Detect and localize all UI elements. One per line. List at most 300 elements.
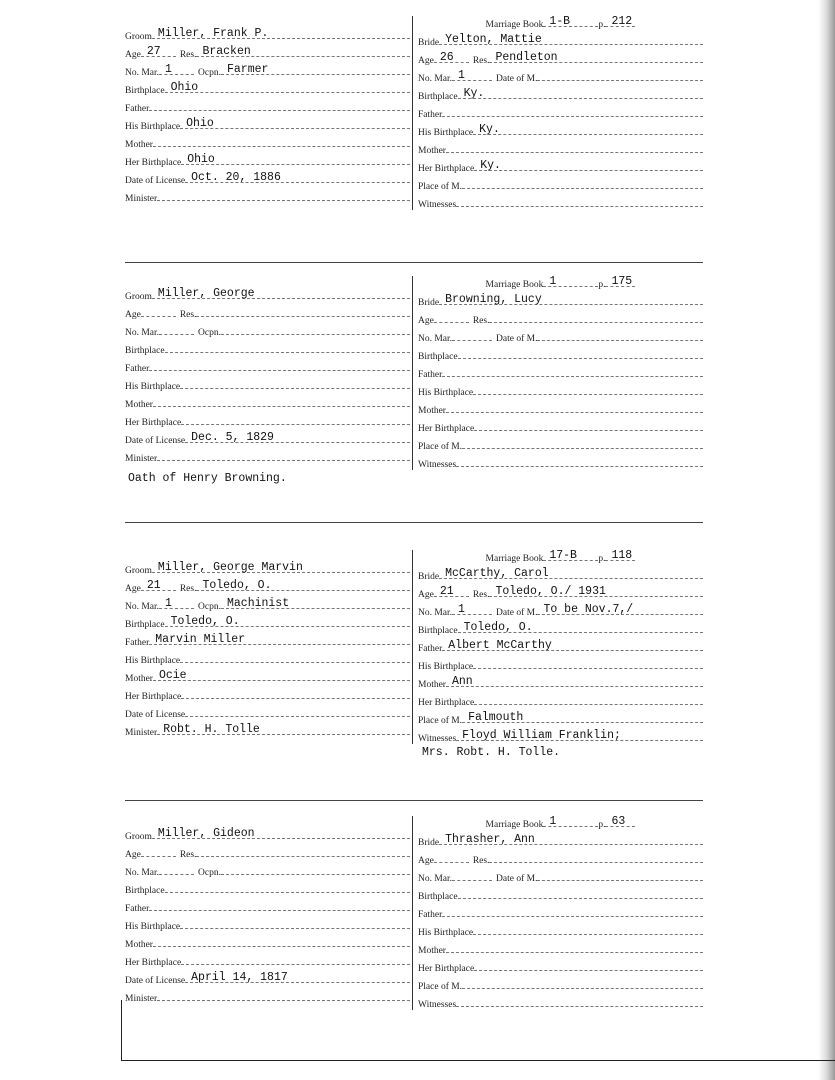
field-value-line bbox=[462, 434, 703, 449]
field-label: Place of M. bbox=[418, 716, 463, 726]
field-value: Albert McCarthy bbox=[448, 639, 552, 652]
field-value-line bbox=[458, 618, 703, 633]
book-label: Marriage Book bbox=[485, 820, 544, 830]
card-separator bbox=[125, 262, 703, 263]
form-field bbox=[418, 830, 703, 848]
card-separator bbox=[125, 522, 703, 523]
field-value: Ohio bbox=[170, 81, 199, 94]
form-field bbox=[125, 950, 410, 968]
field-value-line bbox=[489, 848, 703, 863]
field-label: Witnesses bbox=[418, 460, 457, 470]
form-field bbox=[418, 564, 703, 582]
field-label: Her Birthplace bbox=[125, 158, 182, 168]
field-value-line bbox=[196, 842, 410, 857]
field-value-line bbox=[452, 66, 492, 81]
field-label: Res. bbox=[179, 310, 197, 320]
field-label: Groom bbox=[125, 832, 152, 842]
bride-section bbox=[418, 812, 703, 1010]
form-field bbox=[125, 896, 410, 914]
field-value-line bbox=[149, 96, 410, 111]
field-value: Ky. bbox=[463, 87, 485, 100]
field-value: Bracken bbox=[202, 45, 251, 58]
page-label: p. bbox=[598, 554, 606, 564]
form-field bbox=[125, 986, 410, 1004]
field-value-line bbox=[159, 860, 194, 875]
field-value: Toledo, O. bbox=[170, 615, 240, 628]
field-value-line bbox=[153, 392, 410, 407]
form-field bbox=[125, 842, 410, 860]
field-value-line bbox=[489, 308, 703, 323]
form-field bbox=[125, 666, 410, 684]
field-label: His Birthplace bbox=[418, 128, 474, 138]
field-value-line bbox=[452, 866, 492, 881]
field-label: His Birthplace bbox=[125, 656, 181, 666]
field-value-line bbox=[434, 308, 469, 323]
field-label: Date of M. bbox=[496, 874, 538, 884]
field-value-line bbox=[458, 344, 703, 359]
page-number: 118 bbox=[611, 549, 633, 562]
field-value-line bbox=[446, 672, 703, 687]
field-value-line bbox=[452, 600, 492, 615]
field-value-line bbox=[221, 594, 410, 609]
field-value-line bbox=[153, 132, 410, 147]
field-label: Res. bbox=[179, 850, 197, 860]
field-value-line bbox=[152, 284, 410, 299]
field-label: No. Mar. bbox=[418, 608, 453, 618]
book-number: 1 bbox=[549, 815, 557, 828]
card-separator bbox=[125, 800, 703, 801]
field-label: Ocpn. bbox=[198, 602, 221, 612]
field-label: Place of M. bbox=[418, 982, 463, 992]
book-label: Marriage Book bbox=[485, 554, 544, 564]
field-label: Age bbox=[125, 50, 141, 60]
field-value: Ocie bbox=[158, 669, 187, 682]
field-value-line bbox=[159, 60, 194, 75]
field-value: Ky. bbox=[480, 159, 501, 172]
form-field bbox=[418, 362, 703, 380]
form-field bbox=[125, 914, 410, 932]
form-field bbox=[418, 308, 703, 326]
field-value-line bbox=[537, 66, 703, 81]
field-value: 1 bbox=[458, 603, 465, 616]
form-field bbox=[125, 648, 410, 666]
column-divider bbox=[412, 16, 413, 210]
form-field bbox=[125, 356, 410, 374]
field-value-line bbox=[180, 914, 410, 929]
field-value: Oct. 20, 1886 bbox=[191, 171, 281, 184]
field-value: Ohio bbox=[186, 117, 214, 130]
form-field bbox=[125, 410, 410, 428]
form-field bbox=[125, 114, 410, 132]
field-value: Pendleton bbox=[495, 51, 558, 64]
form-field bbox=[125, 284, 410, 302]
form-field bbox=[125, 374, 410, 392]
form-field bbox=[125, 338, 410, 356]
field-label: Res. bbox=[179, 584, 197, 594]
form-field bbox=[418, 690, 703, 708]
book-label: Marriage Book bbox=[485, 280, 544, 290]
form-field bbox=[418, 848, 703, 866]
bride-section bbox=[418, 12, 703, 210]
field-value-line bbox=[473, 920, 703, 935]
page-border-bottom bbox=[121, 1060, 835, 1061]
field-value: McCarthy, Carol bbox=[445, 567, 549, 580]
field-value-line bbox=[165, 878, 410, 893]
field-label: Her Birthplace bbox=[418, 424, 475, 434]
field-value: Thrasher, Ann bbox=[445, 833, 535, 846]
field-label: Father bbox=[418, 644, 443, 654]
field-label: Age bbox=[125, 584, 141, 594]
field-value: Miller, George bbox=[157, 287, 255, 300]
field-value-line bbox=[462, 708, 703, 723]
field-label: Mother bbox=[125, 400, 153, 410]
field-value-line bbox=[141, 576, 176, 591]
page-number-line bbox=[605, 272, 635, 287]
field-label: Date of License bbox=[125, 710, 186, 720]
field-label: Groom bbox=[125, 32, 152, 42]
field-label: Mother bbox=[418, 946, 446, 956]
field-label: Age bbox=[125, 310, 141, 320]
form-field bbox=[125, 446, 410, 464]
form-field bbox=[125, 630, 410, 648]
book-number-line bbox=[543, 812, 598, 827]
field-value-line bbox=[434, 48, 469, 63]
field-label: Place of M. bbox=[418, 182, 463, 192]
field-label: His Birthplace bbox=[418, 388, 474, 398]
field-value-line bbox=[149, 896, 410, 911]
form-field bbox=[418, 866, 703, 884]
field-label: Age bbox=[125, 850, 141, 860]
field-value-line bbox=[452, 326, 492, 341]
form-field bbox=[418, 380, 703, 398]
field-value-line bbox=[462, 174, 703, 189]
field-value-line bbox=[537, 600, 703, 615]
field-label: Mother bbox=[125, 674, 153, 684]
field-value-line bbox=[180, 114, 410, 129]
field-label: Birthplace bbox=[418, 352, 458, 362]
field-label: Date of M. bbox=[496, 74, 538, 84]
form-field bbox=[125, 186, 410, 204]
page-number-line bbox=[605, 546, 635, 561]
field-value-line bbox=[474, 416, 703, 431]
field-label: Place of M. bbox=[418, 442, 463, 452]
field-label: Bride bbox=[418, 38, 440, 48]
field-value-line bbox=[196, 302, 410, 317]
form-field bbox=[125, 132, 410, 150]
field-label: Father bbox=[418, 110, 443, 120]
field-label: Her Birthplace bbox=[125, 418, 182, 428]
form-field bbox=[418, 192, 703, 210]
form-field bbox=[125, 42, 410, 60]
form-field bbox=[125, 60, 410, 78]
field-value: Miller, Gideon bbox=[157, 827, 255, 840]
page-number: 212 bbox=[611, 15, 633, 28]
field-value-line bbox=[157, 186, 410, 201]
field-label: Father bbox=[125, 638, 150, 648]
form-field bbox=[418, 344, 703, 362]
field-value: Toledo, O. bbox=[202, 579, 272, 592]
field-value-line bbox=[185, 428, 410, 443]
field-value-line bbox=[181, 684, 410, 699]
field-value-line bbox=[537, 866, 703, 881]
form-field bbox=[418, 452, 703, 470]
field-label: Father bbox=[418, 910, 443, 920]
field-value-line bbox=[196, 42, 410, 57]
form-field bbox=[125, 824, 410, 842]
page-number: 175 bbox=[611, 275, 633, 288]
field-label: No. Mar. bbox=[418, 334, 453, 344]
field-value-line bbox=[180, 374, 410, 389]
field-label: Age bbox=[418, 316, 434, 326]
field-value-line bbox=[221, 320, 410, 335]
book-number-line bbox=[543, 272, 598, 287]
page-label: p. bbox=[598, 820, 606, 830]
field-label: No. Mar. bbox=[418, 874, 453, 884]
field-value-line bbox=[153, 666, 410, 681]
field-value: Miller, George Marvin bbox=[157, 561, 303, 574]
scanner-edge bbox=[725, 0, 835, 1080]
field-value-line bbox=[153, 932, 410, 947]
field-value: 21 bbox=[439, 585, 454, 598]
field-value-line bbox=[537, 326, 703, 341]
form-field bbox=[418, 48, 703, 66]
field-label: Birthplace bbox=[418, 892, 458, 902]
book-label: Marriage Book bbox=[485, 20, 544, 30]
form-field bbox=[125, 576, 410, 594]
field-value-line bbox=[439, 564, 703, 579]
field-label: Mother bbox=[125, 140, 153, 150]
book-number-line bbox=[543, 12, 598, 27]
field-label: His Birthplace bbox=[125, 382, 181, 392]
field-value-line bbox=[474, 956, 703, 971]
form-field bbox=[418, 156, 703, 174]
field-value-line bbox=[456, 726, 703, 741]
field-value: Miller, Frank P. bbox=[157, 27, 269, 40]
field-value-line bbox=[442, 636, 703, 651]
page-border-left bbox=[121, 1000, 122, 1060]
field-label: Minister bbox=[125, 454, 158, 464]
marriage-book-reference bbox=[418, 546, 703, 564]
field-label: Birthplace bbox=[418, 626, 458, 636]
field-label: Her Birthplace bbox=[418, 964, 475, 974]
field-label: Ocpn. bbox=[198, 328, 221, 338]
field-label: No. Mar. bbox=[418, 74, 453, 84]
form-field bbox=[418, 326, 703, 344]
form-field bbox=[125, 702, 410, 720]
form-field bbox=[125, 612, 410, 630]
form-field bbox=[418, 66, 703, 84]
field-value-line bbox=[141, 302, 176, 317]
field-value: Robt. H. Tolle bbox=[163, 723, 260, 736]
book-number-line bbox=[543, 546, 598, 561]
form-field bbox=[125, 558, 410, 576]
form-field bbox=[125, 594, 410, 612]
form-field bbox=[418, 290, 703, 308]
field-value-line bbox=[221, 860, 410, 875]
field-value-line bbox=[159, 320, 194, 335]
field-label: Mother bbox=[418, 680, 446, 690]
field-label: Father bbox=[125, 104, 150, 114]
field-value-line bbox=[157, 986, 410, 1001]
field-value: Toledo, O. bbox=[463, 621, 533, 634]
field-value: Falmouth bbox=[468, 711, 524, 724]
field-label: Mother bbox=[418, 406, 446, 416]
form-field bbox=[125, 392, 410, 410]
form-field bbox=[418, 956, 703, 974]
field-label: No. Mar. bbox=[125, 328, 160, 338]
field-label: Bride bbox=[418, 572, 440, 582]
field-value-line bbox=[458, 84, 703, 99]
form-field bbox=[125, 860, 410, 878]
groom-section bbox=[125, 824, 410, 1004]
field-value: Floyd William Franklin; bbox=[462, 729, 621, 742]
field-value-line bbox=[152, 24, 410, 39]
field-value-line bbox=[473, 120, 703, 135]
field-label: Birthplace bbox=[418, 92, 458, 102]
field-value-line bbox=[458, 884, 703, 899]
field-value: 21 bbox=[146, 579, 161, 592]
field-value-line bbox=[157, 720, 410, 735]
page-number: 63 bbox=[611, 815, 626, 828]
field-value-line bbox=[185, 968, 410, 983]
field-label: Date of License bbox=[125, 436, 186, 446]
field-label: Res. bbox=[472, 56, 490, 66]
form-field bbox=[418, 84, 703, 102]
field-value-line bbox=[181, 410, 410, 425]
form-field bbox=[125, 302, 410, 320]
field-label: Bride bbox=[418, 838, 440, 848]
field-value: Ohio bbox=[187, 153, 215, 166]
field-label: Res. bbox=[179, 50, 197, 60]
field-label: No. Mar. bbox=[125, 602, 160, 612]
field-value: Dec. 5, 1829 bbox=[191, 431, 274, 444]
field-label: Ocpn. bbox=[198, 868, 221, 878]
field-value-line bbox=[489, 582, 703, 597]
form-field bbox=[418, 600, 703, 618]
field-value: 1 bbox=[165, 63, 172, 76]
field-value-line bbox=[185, 702, 410, 717]
field-label: Minister bbox=[125, 994, 158, 1004]
marriage-book-reference bbox=[418, 272, 703, 290]
field-value-line bbox=[442, 902, 703, 917]
field-value-line bbox=[489, 48, 703, 63]
field-value-line bbox=[442, 102, 703, 117]
field-value-line bbox=[141, 42, 176, 57]
field-value: Farmer bbox=[227, 63, 269, 76]
field-value: Ann bbox=[451, 675, 473, 688]
book-number: 1-B bbox=[549, 15, 571, 28]
form-field bbox=[418, 138, 703, 156]
field-value-line bbox=[434, 848, 469, 863]
form-field bbox=[418, 992, 703, 1010]
field-value: Marvin Miller bbox=[155, 633, 245, 646]
form-field bbox=[125, 320, 410, 338]
field-value: April 14, 1817 bbox=[191, 971, 288, 984]
field-value: To be Nov.7,/ bbox=[543, 603, 634, 616]
field-label: Res. bbox=[472, 590, 490, 600]
column-divider bbox=[412, 816, 413, 1010]
field-label: Her Birthplace bbox=[125, 958, 182, 968]
form-field bbox=[418, 398, 703, 416]
form-field bbox=[418, 618, 703, 636]
field-value-line bbox=[149, 356, 410, 371]
field-label: Birthplace bbox=[125, 620, 165, 630]
field-value-line bbox=[473, 654, 703, 669]
field-value: 26 bbox=[439, 51, 454, 64]
field-label: Witnesses bbox=[418, 734, 457, 744]
field-value-line bbox=[181, 950, 410, 965]
field-value: Machinist bbox=[227, 597, 290, 610]
handwritten-note: Mrs. Robt. H. Tolle. bbox=[422, 746, 561, 759]
field-label: Bride bbox=[418, 298, 440, 308]
field-label: Mother bbox=[125, 940, 153, 950]
form-field bbox=[418, 884, 703, 902]
field-value-line bbox=[439, 30, 703, 45]
form-field bbox=[418, 974, 703, 992]
field-value-line bbox=[149, 630, 410, 645]
field-label: Her Birthplace bbox=[418, 698, 475, 708]
page-number-line bbox=[605, 812, 635, 827]
field-value-line bbox=[456, 192, 703, 207]
field-label: Father bbox=[125, 904, 150, 914]
book-number: 1 bbox=[549, 275, 557, 288]
form-field bbox=[418, 102, 703, 120]
form-field bbox=[125, 684, 410, 702]
field-value-line bbox=[152, 824, 410, 839]
field-value-line bbox=[439, 830, 703, 845]
form-field bbox=[125, 428, 410, 446]
groom-section bbox=[125, 284, 410, 464]
column-divider bbox=[412, 550, 413, 744]
form-field bbox=[418, 434, 703, 452]
field-label: Father bbox=[418, 370, 443, 380]
field-label: Birthplace bbox=[125, 86, 165, 96]
field-value: Ky. bbox=[479, 123, 500, 136]
form-field bbox=[418, 120, 703, 138]
field-label: Date of M. bbox=[496, 334, 538, 344]
form-field bbox=[418, 30, 703, 48]
field-label: Mother bbox=[418, 146, 446, 156]
field-label: Her Birthplace bbox=[125, 692, 182, 702]
form-field bbox=[418, 174, 703, 192]
field-value-line bbox=[157, 446, 410, 461]
column-divider bbox=[412, 276, 413, 470]
field-value-line bbox=[474, 690, 703, 705]
form-field bbox=[418, 582, 703, 600]
form-field bbox=[418, 726, 703, 744]
field-value-line bbox=[474, 156, 703, 171]
field-label: Birthplace bbox=[125, 346, 165, 356]
field-value-line bbox=[196, 576, 410, 591]
field-label: Res. bbox=[472, 316, 490, 326]
form-field bbox=[418, 920, 703, 938]
form-field bbox=[125, 932, 410, 950]
form-field bbox=[418, 938, 703, 956]
form-field bbox=[125, 720, 410, 738]
marriage-book-reference bbox=[418, 12, 703, 30]
field-label: Date of M. bbox=[496, 608, 538, 618]
field-value-line bbox=[165, 338, 410, 353]
field-label: Minister bbox=[125, 728, 158, 738]
page-label: p. bbox=[598, 280, 606, 290]
groom-section bbox=[125, 558, 410, 738]
field-value-line bbox=[152, 558, 410, 573]
field-value-line bbox=[165, 612, 410, 627]
handwritten-note: Oath of Henry Browning. bbox=[128, 472, 287, 485]
bride-section bbox=[418, 546, 703, 744]
field-value: 27 bbox=[146, 45, 161, 58]
field-label: His Birthplace bbox=[125, 922, 181, 932]
